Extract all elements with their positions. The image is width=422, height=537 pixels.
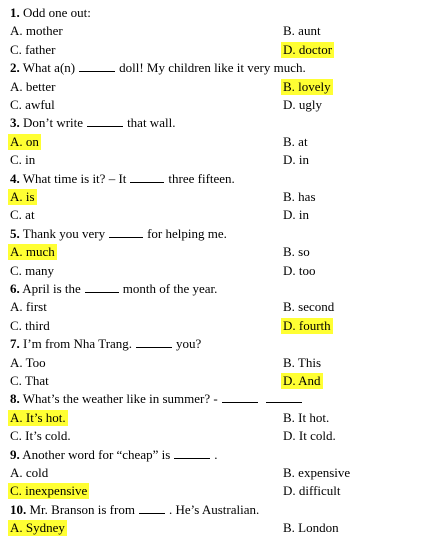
question-number: 3. (10, 115, 20, 131)
options-row (0, 372, 422, 390)
question-part: . He’s Australian. (168, 501, 260, 517)
question-part: Don’t write (23, 115, 84, 131)
answer-option: B. so (283, 244, 310, 260)
options-row (0, 427, 422, 445)
question-1 (0, 4, 422, 22)
question-8 (0, 390, 422, 408)
options-row (0, 464, 422, 482)
answer-option: B. London (283, 520, 339, 536)
question-number: 8. (10, 391, 20, 407)
question-part: for helping me. (147, 225, 227, 241)
options-row (0, 151, 422, 169)
answer-blank (136, 336, 172, 348)
question-part: . (214, 446, 218, 462)
options-row (0, 317, 422, 335)
options-row (0, 409, 422, 427)
answer-option-highlighted: A. much (10, 244, 55, 260)
answer-blank (174, 447, 210, 459)
question-part: What’s the weather like in summer? - (22, 391, 218, 407)
options-row (0, 482, 422, 500)
answer-blank (109, 226, 143, 238)
question-2 (0, 59, 422, 77)
options-row (0, 188, 422, 206)
answer-option: C. It’s cold. (10, 428, 71, 444)
question-number: 1. (10, 5, 20, 20)
question-text (10, 335, 201, 353)
question-part: Thank you very (22, 225, 106, 241)
options-row (0, 206, 422, 224)
question-number: 2. (10, 60, 20, 76)
answer-option: D. too (283, 262, 316, 278)
answer-option-highlighted: D. fourth (283, 317, 331, 333)
options-row (0, 519, 422, 537)
answer-option: A. mother (10, 23, 63, 39)
question-number: 6. (10, 281, 20, 296)
question-6 (0, 280, 422, 298)
answer-blank (79, 60, 115, 72)
answer-option: B. second (283, 299, 335, 315)
options-row (0, 298, 422, 316)
question-number: 4. (10, 170, 20, 186)
question-text (10, 446, 218, 464)
question-9 (0, 446, 422, 464)
answer-blank (130, 171, 164, 183)
question-text (10, 4, 91, 22)
answer-option: C. awful (10, 97, 55, 112)
answer-option: D. ugly (283, 97, 322, 112)
answer-blank (85, 281, 119, 293)
question-part: April is the (22, 281, 81, 296)
question-part: I’m from Nha Trang. (23, 336, 133, 352)
question-10 (0, 501, 422, 519)
answer-option: B. has (283, 189, 316, 204)
answer-option: B. It hot. (283, 409, 330, 425)
answer-option: D. It cold. (283, 428, 336, 444)
answer-option: A. better (10, 78, 56, 94)
question-part: Another word for “cheap” is (22, 446, 171, 462)
question-text (10, 501, 259, 519)
question-part: you? (176, 336, 202, 352)
question-part: doll! My children like it very much. (119, 60, 306, 76)
answer-blank (87, 115, 123, 127)
options-row (0, 22, 422, 40)
options-row (0, 96, 422, 114)
answer-option: B. This (283, 354, 322, 370)
question-part: three fifteen. (168, 170, 235, 186)
question-text (10, 170, 235, 188)
answer-option-highlighted: B. lovely (283, 78, 331, 94)
answer-option: C. third (10, 317, 50, 333)
answer-option: C. many (10, 262, 55, 278)
question-number: 9. (10, 446, 20, 462)
question-part: Odd one out: (23, 5, 91, 20)
answer-blank (222, 391, 258, 403)
question-5 (0, 225, 422, 243)
answer-option: D. in (283, 207, 309, 223)
options-row (0, 41, 422, 59)
question-part: month of the year. (122, 281, 218, 296)
answer-option: A. cold (10, 465, 49, 480)
answer-option-highlighted: D. doctor (283, 41, 333, 57)
question-part: What a(n) (22, 60, 76, 76)
options-row (0, 133, 422, 151)
question-number: 5. (10, 225, 20, 241)
question-text (10, 59, 306, 77)
answer-option-highlighted: A. It’s hot. (10, 409, 66, 425)
answer-option: B. expensive (283, 465, 351, 480)
answer-option: D. difficult (283, 483, 341, 499)
answer-option-highlighted: A. on (10, 133, 39, 149)
question-number: 7. (10, 336, 20, 352)
question-text (10, 280, 217, 298)
answer-option: C. at (10, 207, 35, 223)
answer-blank (139, 502, 165, 514)
answer-option-highlighted: C. inexpensive (10, 483, 88, 499)
question-7 (0, 335, 422, 353)
answer-option: C. father (10, 41, 56, 57)
question-3 (0, 114, 422, 132)
question-text (10, 390, 306, 408)
answer-option: C. That (10, 373, 49, 388)
question-part: What time is it? – It (22, 170, 127, 186)
options-row (0, 78, 422, 96)
answer-blank (266, 391, 302, 403)
question-part: Mr. Branson is from (29, 501, 135, 517)
answer-option: D. in (283, 152, 309, 168)
options-row (0, 262, 422, 280)
answer-option: A. first (10, 299, 47, 315)
question-text (10, 114, 175, 132)
question-4 (0, 170, 422, 188)
answer-option-highlighted: A. Sydney (10, 520, 65, 536)
question-text (10, 225, 227, 243)
answer-option: C. in (10, 152, 36, 168)
options-row (0, 354, 422, 372)
question-number: 10. (10, 501, 27, 517)
answer-option: B. at (283, 133, 308, 149)
options-row (0, 243, 422, 261)
answer-option-highlighted: D. And (283, 373, 321, 388)
answer-option: B. aunt (283, 23, 321, 39)
question-part: that wall. (127, 115, 176, 131)
answer-option: A. Too (10, 354, 46, 370)
answer-option-highlighted: A. is (10, 189, 35, 204)
